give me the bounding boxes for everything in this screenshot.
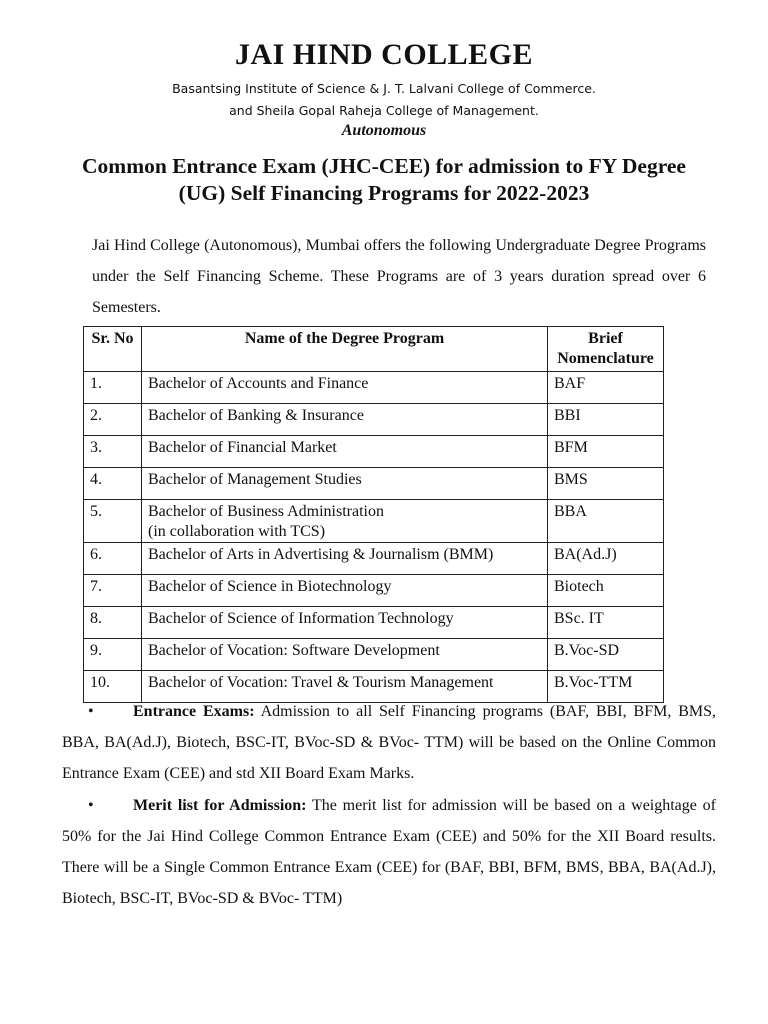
program-name-cell: Bachelor of Vocation: Software Development — [142, 639, 548, 671]
institute-subtitle: Basantsing Institute of Science & J. T. Lalvani College of Commerce. — [172, 81, 596, 96]
program-name-cell — [142, 500, 548, 543]
program-name-cell: Bachelor of Arts in Advertising & Journalism (BMM) — [142, 543, 548, 575]
header-program-name: Name of the Degree Program — [142, 327, 548, 372]
nomenclature-cell: Biotech — [548, 575, 664, 607]
table-row — [84, 436, 664, 468]
entrance-exams-label: Entrance Exams: — [133, 703, 255, 720]
sr-no-cell: 9. — [84, 639, 142, 671]
program-name-cell: Bachelor of Financial Market — [142, 436, 548, 468]
sr-no-cell: 2. — [84, 404, 142, 436]
autonomous-label: Autonomous — [341, 122, 427, 139]
bullet-icon: • — [88, 797, 94, 814]
sr-no-cell: 5. — [84, 500, 142, 543]
program-name-note: (in collaboration with TCS) — [148, 523, 326, 540]
program-name-line: Bachelor of Business Administration — [148, 503, 384, 520]
table-row — [84, 372, 664, 404]
nomenclature-cell: BSc. IT — [548, 607, 664, 639]
nomenclature-cell: BA(Ad.J) — [548, 543, 664, 575]
program-name-cell: Bachelor of Science of Information Technology — [142, 607, 548, 639]
sr-no-cell: 6. — [84, 543, 142, 575]
table-row — [84, 404, 664, 436]
program-name-cell: Bachelor of Science in Biotechnology — [142, 575, 548, 607]
sr-no-cell: 3. — [84, 436, 142, 468]
bullet-icon: • — [88, 703, 94, 720]
nomenclature-cell: BBA — [548, 500, 664, 543]
management-subtitle: and Sheila Gopal Raheja College of Management. — [229, 103, 539, 118]
table-row — [84, 543, 664, 575]
entrance-exams-text: Admission to all Self Financing programs (BAF, BBI, BFM, BMS, BBA, BA(Ad.J), Biotech, BSC-IT, BVoc-SD & BVoc- TTM) will be based on the Online Common Entrance Exam (CEE) and std XII Board Exam Marks. — [62, 703, 717, 782]
sr-no-cell: 1. — [84, 372, 142, 404]
nomenclature-cell: B.Voc-TTM — [548, 671, 664, 703]
college-name: JAI HIND COLLEGE — [234, 38, 534, 71]
intro-paragraph: Jai Hind College (Autonomous), Mumbai offers the following Undergraduate Degree Programs under the Self Financing Scheme. These Programs are of 3 years duration spread over 6 Semesters. — [92, 237, 706, 316]
sr-no-cell: 7. — [84, 575, 142, 607]
program-name-cell: Bachelor of Management Studies — [142, 468, 548, 500]
exam-title: Common Entrance Exam (JHC-CEE) for admission to FY Degree (UG) Self Financing Programs for 2022-2023 — [82, 154, 686, 205]
merit-list-text: The merit list for admission will be based on a weightage of 50% for the Jai Hind College Common Entrance Exam (CEE) and 50% for the XII Board results. There will be a Single Common Entrance Exam (CEE) for (BAF, BBI, BFM, BMS, BBA, BA(Ad.J), Biotech, BSC-IT, BVoc-SD & BVoc- TTM) — [62, 797, 716, 907]
nomenclature-cell: BAF — [548, 372, 664, 404]
nomenclature-cell: BMS — [548, 468, 664, 500]
program-name-cell: Bachelor of Vocation: Travel & Tourism Management — [142, 671, 548, 703]
table-row — [84, 468, 664, 500]
table-row — [84, 575, 664, 607]
table-header-row — [84, 327, 664, 372]
header-sr-no: Sr. No — [84, 327, 142, 372]
entrance-exams-paragraph — [62, 696, 716, 789]
programs-table — [83, 326, 664, 703]
table-row — [84, 500, 664, 543]
header-nomenclature: Brief Nomenclature — [548, 327, 664, 372]
sr-no-cell: 8. — [84, 607, 142, 639]
sr-no-cell: 10. — [84, 671, 142, 703]
merit-list-paragraph — [62, 790, 716, 914]
nomenclature-cell: B.Voc-SD — [548, 639, 664, 671]
table-row — [84, 607, 664, 639]
nomenclature-cell: BFM — [548, 436, 664, 468]
nomenclature-cell: BBI — [548, 404, 664, 436]
program-name-cell: Bachelor of Accounts and Finance — [142, 372, 548, 404]
program-name-cell: Bachelor of Banking & Insurance — [142, 404, 548, 436]
table-row — [84, 639, 664, 671]
merit-list-label: Merit list for Admission: — [133, 797, 307, 814]
sr-no-cell: 4. — [84, 468, 142, 500]
